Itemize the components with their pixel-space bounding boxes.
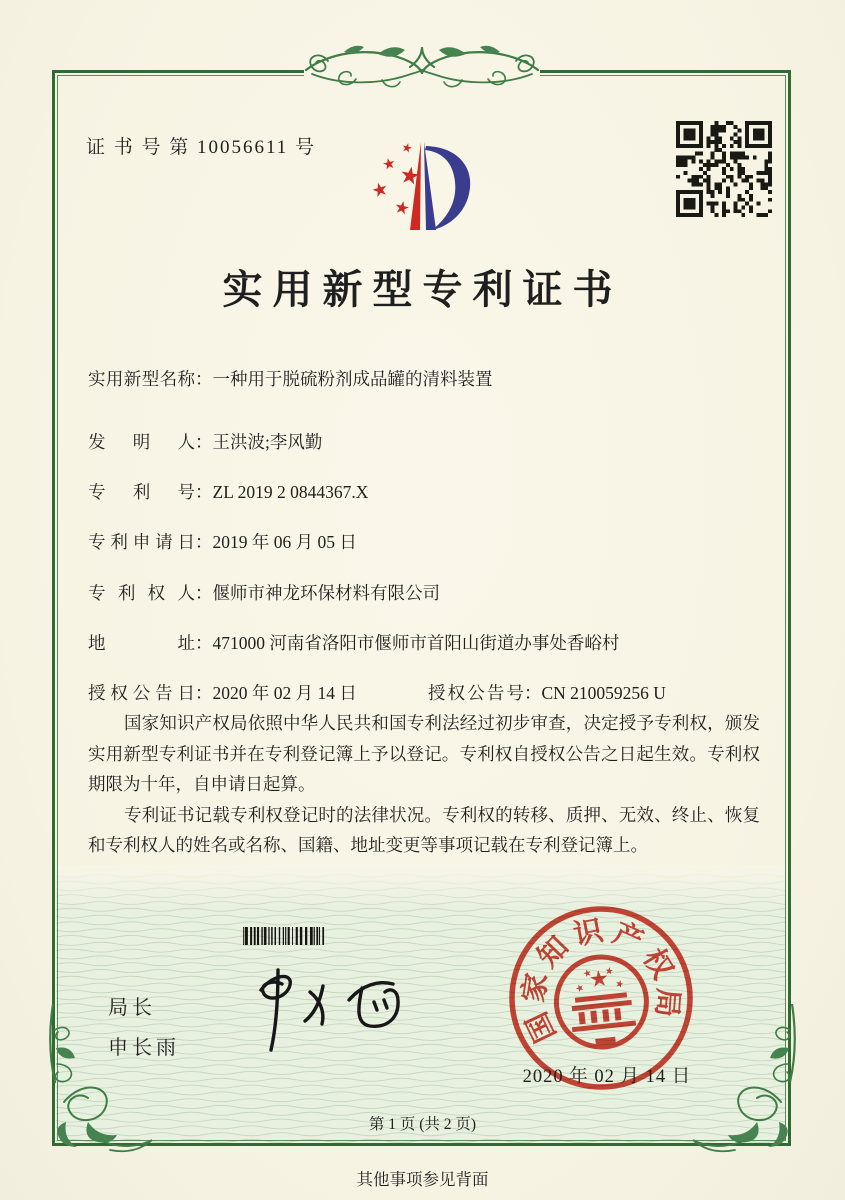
field-colon: ： bbox=[195, 432, 213, 452]
field-label: 地址 bbox=[88, 633, 195, 653]
cnipa-logo bbox=[344, 134, 499, 240]
svg-text:知: 知 bbox=[530, 929, 576, 974]
grant-no-label: 授权公告号 bbox=[428, 683, 524, 703]
svg-text:识: 识 bbox=[570, 912, 606, 952]
field-label: 实用新型名称 bbox=[88, 369, 195, 389]
field-value: 偃师市神龙环保材料有限公司 bbox=[212, 583, 440, 603]
commissioner-title: 局长 bbox=[108, 997, 156, 1019]
field-row-name bbox=[88, 366, 768, 391]
field-row-patent-no bbox=[88, 479, 768, 504]
svg-text:产: 产 bbox=[608, 915, 649, 959]
legal-paragraph-1: 国家知识产权局依照中华人民共和国专利法经过初步审查，决定授予专利权，颁发实用新型专利证书并在专利登记簿上予以登记。专利权自授权公告之日起生效。专利权期限为十年，自申请日起算。 bbox=[88, 713, 760, 794]
svg-text:家: 家 bbox=[515, 970, 554, 1005]
grant-date-colon: ： bbox=[195, 683, 213, 703]
field-value: 2019 年 06 月 05 日 bbox=[212, 532, 357, 552]
field-value: ZL 2019 2 0844367.X bbox=[212, 482, 369, 502]
back-side-note: 其他事项参见背面 bbox=[356, 1170, 489, 1189]
svg-text:局: 局 bbox=[649, 986, 686, 1019]
field-row-address bbox=[88, 630, 768, 655]
svg-text:国: 国 bbox=[519, 1006, 563, 1048]
field-colon: ： bbox=[195, 583, 213, 603]
commissioner-name: 申长雨 bbox=[108, 1037, 180, 1059]
field-row-grant bbox=[88, 680, 768, 705]
seal-date: 2020 年 02 月 14 日 bbox=[522, 1067, 692, 1087]
grant-date-value: 2020 年 02 月 14 日 bbox=[212, 683, 357, 703]
legal-paragraph-2: 专利证书记载专利权登记时的法律状况。专利权的转移、质押、无效、终止、恢复和专利权人的姓名或名称、国籍、地址变更等事项记载在专利登记簿上。 bbox=[88, 804, 760, 855]
field-row-filing-date bbox=[88, 529, 768, 554]
field-value: 一种用于脱硫粉剂成品罐的清料装置 bbox=[212, 369, 493, 389]
field-colon: ： bbox=[195, 369, 213, 389]
seal-national-emblem bbox=[552, 953, 651, 1052]
qr-code-icon bbox=[676, 121, 772, 217]
handwritten-signature bbox=[225, 958, 435, 1058]
page-number: 第 1 页 (共 2 页) bbox=[368, 1116, 477, 1133]
logo-p-tower bbox=[410, 142, 470, 230]
grant-no-colon: ： bbox=[524, 683, 542, 703]
page-title: 实用新型专利证书 bbox=[222, 267, 623, 312]
grant-no-group bbox=[428, 680, 666, 705]
certificate-number: 证 书 号 第 10056611 号 bbox=[86, 137, 317, 158]
field-label: 专利号 bbox=[88, 482, 195, 502]
field-colon: ： bbox=[195, 532, 213, 552]
logo-stars bbox=[371, 142, 420, 215]
field-value: 471000 河南省洛阳市偃师市首阳山街道办事处香峪村 bbox=[212, 633, 620, 653]
field-label: 专利权人 bbox=[88, 583, 195, 603]
field-label: 专利申请日 bbox=[88, 532, 195, 552]
barcode-icon bbox=[243, 927, 325, 945]
scroll-ornament-top bbox=[292, 32, 552, 96]
svg-text:权: 权 bbox=[636, 942, 681, 985]
grant-no-value: CN 210059256 U bbox=[541, 683, 666, 703]
field-row-inventor bbox=[88, 429, 768, 454]
field-value: 王洪波;李风勤 bbox=[212, 432, 323, 452]
field-row-patentee bbox=[88, 580, 768, 605]
field-label: 发明人 bbox=[88, 432, 195, 452]
legal-text bbox=[88, 708, 760, 861]
grant-date-label: 授权公告日 bbox=[88, 683, 195, 703]
field-colon: ： bbox=[195, 482, 213, 502]
field-colon: ： bbox=[195, 633, 213, 653]
